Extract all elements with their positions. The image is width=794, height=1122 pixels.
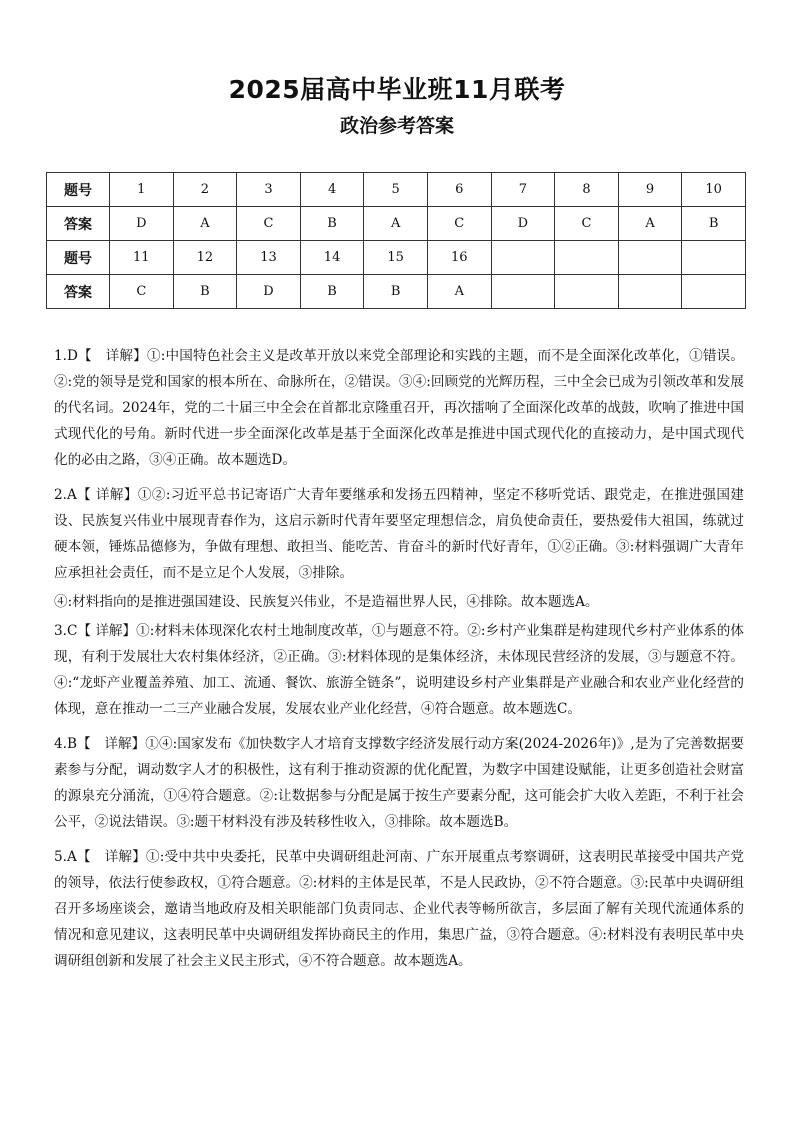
answer-cell: A	[364, 207, 428, 241]
question-number: 15	[364, 241, 428, 275]
explanations-section	[54, 343, 744, 983]
question-number: 11	[110, 241, 174, 275]
question-number: 1	[110, 173, 174, 207]
explanation-q5: 5.A【 详解】①:受中共中央委托，民革中央调研组赴河南、广东开展重点考察调研，这表明民革接受中国共产党的领导，依法行使参政权，①符合题意。②:材料的主体是民革，不是人民政协，②不符合题意。③:民革中央调研组召开多场座谈会，邀请当地政府及相关职能部门负责同志、企业代表等畅所欲言，多层面了解有关现代流通体系的情况和意见建议，这表明民革中央调研组发挥协商民主的作用，集思广益，③符合题意。④:材料没有表明民革中央调研组创新和发展了社会主义民主形式，④不符合题意。故本题选A。	[54, 849, 744, 969]
answer-cell: B	[300, 275, 364, 309]
empty-cell	[682, 241, 746, 275]
answer-cell: D	[491, 207, 555, 241]
question-number: 6	[427, 173, 491, 207]
table-row	[47, 275, 746, 309]
page-subtitle: 政治参考答案	[339, 115, 454, 137]
row-label-question: 题号	[47, 173, 110, 207]
explanation-q1: 1.D【 详解】①:中国特色社会主义是改革开放以来党全部理论和实践的主题，而不是全面深化改革化，①错误。②:党的领导是党和国家的根本所在、命脉所在，②错误。③④:回顾党的光辉历程，三中全会已成为引领改革和发展的代名词。2024年，党的二十届三中全会在首都北京隆重召开，再次擂响了全面深化改革的战鼓，吹响了推进中国式现代化的号角。新时代进一步全面深化改革是基于全面深化改革是推进中国式现代化的直接动力，是中国式现代化的必由之路，③④正确。故本题选D。	[54, 348, 744, 468]
question-number: 2	[173, 173, 237, 207]
row-label-question: 题号	[47, 241, 110, 275]
answer-cell: C	[555, 207, 619, 241]
empty-cell	[491, 275, 555, 309]
question-number: 16	[427, 241, 491, 275]
answer-cell: C	[110, 275, 174, 309]
question-number: 7	[491, 173, 555, 207]
answer-cell: A	[173, 207, 237, 241]
question-number: 3	[237, 173, 301, 207]
answer-cell: B	[173, 275, 237, 309]
empty-cell	[682, 275, 746, 309]
empty-cell	[491, 241, 555, 275]
empty-cell	[618, 275, 682, 309]
answer-cell: A	[618, 207, 682, 241]
question-number: 9	[618, 173, 682, 207]
question-number: 8	[555, 173, 619, 207]
question-number: 5	[364, 173, 428, 207]
answer-cell: D	[237, 275, 301, 309]
answer-cell: B	[300, 207, 364, 241]
explanation-q2: 2.A【 详解】①②:习近平总书记寄语广大青年要继承和发扬五四精神，坚定不移听党话、跟党走，在推进强国建设、民族复兴伟业中展现青春作为，这启示新时代青年要坚定理想信念，肩负使命责任，要热爱伟大祖国，练就过硬本领，锤炼品德修为，争做有理想、敢担当、能吃苦、肯奋斗的新时代好青年，①②正确。③:材料强调广大青年应承担社会责任，而不是立足个人发展，③排除。	[54, 487, 744, 581]
answer-table	[46, 172, 746, 309]
question-number: 13	[237, 241, 301, 275]
answer-cell: C	[237, 207, 301, 241]
answer-cell: A	[427, 275, 491, 309]
answer-cell: C	[427, 207, 491, 241]
empty-cell	[555, 241, 619, 275]
question-number: 14	[300, 241, 364, 275]
table-row	[47, 173, 746, 207]
question-number: 12	[173, 241, 237, 275]
row-label-answer: 答案	[47, 207, 110, 241]
question-number: 10	[682, 173, 746, 207]
explanation-q4: 4.B【 详解】①④:国家发布《加快数字人才培育支撑数字经济发展行动方案(2024-2026年)》,是为了完善数据要素参与分配，调动数字人才的积极性，这有利于推动资源的优化配置，为数字中国建设赋能，让更多创造社会财富的源泉充分涌流，①④符合题意。②:让数据参与分配是属于按生产要素分配，这可能会扩大收入差距，不利于社会公平，②说法错误。③:题干材料没有涉及转移性收入，③排除。故本题选B。	[54, 736, 744, 830]
answer-cell: B	[682, 207, 746, 241]
question-number: 4	[300, 173, 364, 207]
empty-cell	[618, 241, 682, 275]
table-row	[47, 241, 746, 275]
page-title: 2025届高中毕业班11月联考	[228, 75, 566, 104]
empty-cell	[555, 275, 619, 309]
answer-cell: B	[364, 275, 428, 309]
explanation-q2-continued: ④:材料指向的是推进强国建设、民族复兴伟业，不是造福世界人民，④排除。故本题选A。	[54, 594, 599, 610]
answer-cell: D	[110, 207, 174, 241]
row-label-answer: 答案	[47, 275, 110, 309]
table-row	[47, 207, 746, 241]
explanation-q3: 3.C【 详解】①:材料未体现深化农村土地制度改革，①与题意不符。②:乡村产业集群是构建现代乡村产业体系的体现，有利于发展壮大农村集体经济，②正确。③:材料体现的是集体经济，未体现民营经济的发展，③与题意不符。④:“龙虾产业覆盖养殖、加工、流通、餐饮、旅游全链条”，说明建设乡村产业集群是产业融合和农业产业化经营的体现，意在推动一二三产业融合发展，发展农业产业化经营，④符合题意。故本题选C。	[54, 623, 744, 717]
